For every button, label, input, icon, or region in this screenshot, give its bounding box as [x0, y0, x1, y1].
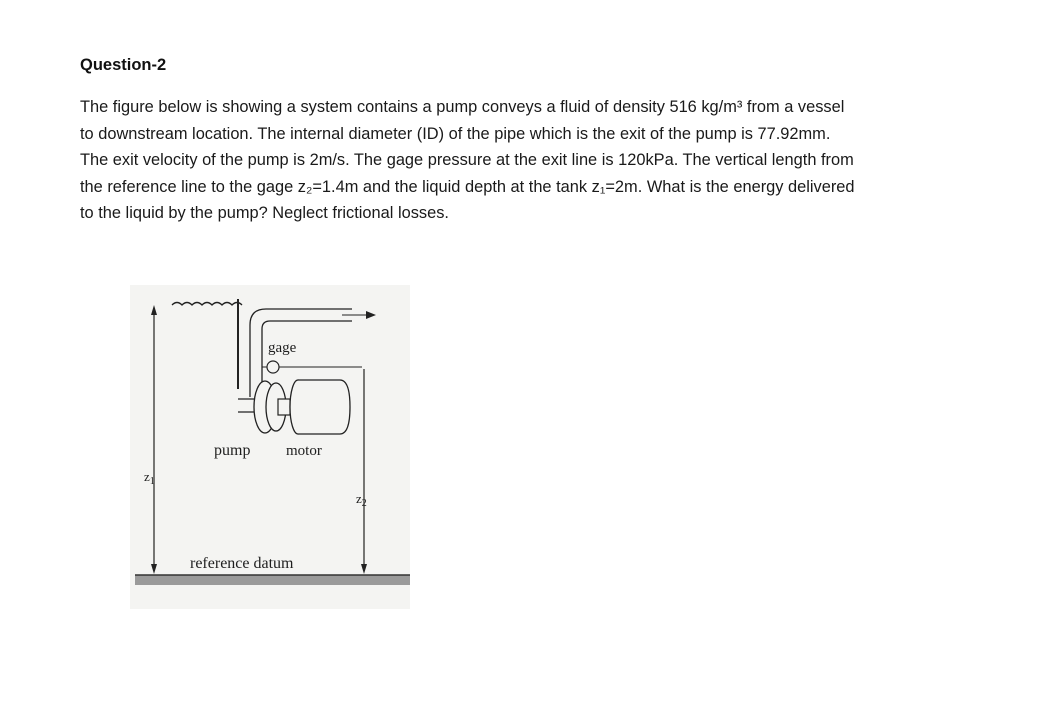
z1-letter: z: [144, 469, 150, 484]
pump-diagram: [130, 285, 412, 611]
motor-label: motor: [286, 443, 322, 459]
motor-body: [290, 380, 350, 434]
ground-bar: [135, 575, 410, 585]
z2-subscript: 2: [361, 498, 367, 509]
z1-subscript: 1: [149, 476, 155, 487]
reference-datum-label: reference datum: [190, 555, 294, 572]
question-heading: Question-2: [80, 56, 167, 74]
body-line: to downstream location. The internal diameter (ID) of the pipe which is the exit of the pump is 77.92mm.: [80, 124, 831, 143]
question-body: [80, 94, 960, 227]
gage-label: gage: [268, 340, 297, 356]
z2-letter: z: [356, 491, 362, 506]
pump-label: pump: [214, 442, 251, 459]
body-line: to the liquid by the pump? Neglect frictional losses.: [80, 204, 449, 223]
body-line: The figure below is showing a system contains a pump conveys a fluid of density 516 kg/m³ from a vessel: [80, 98, 845, 116]
body-line: the reference line to the gage z₂=1.4m and the liquid depth at the tank z₁=2m. What is the energy delivered: [80, 177, 855, 196]
body-line: The exit velocity of the pump is 2m/s. The gage pressure at the exit line is 120kPa. The vertical length from: [80, 151, 854, 170]
pump-system-figure: [130, 285, 412, 616]
